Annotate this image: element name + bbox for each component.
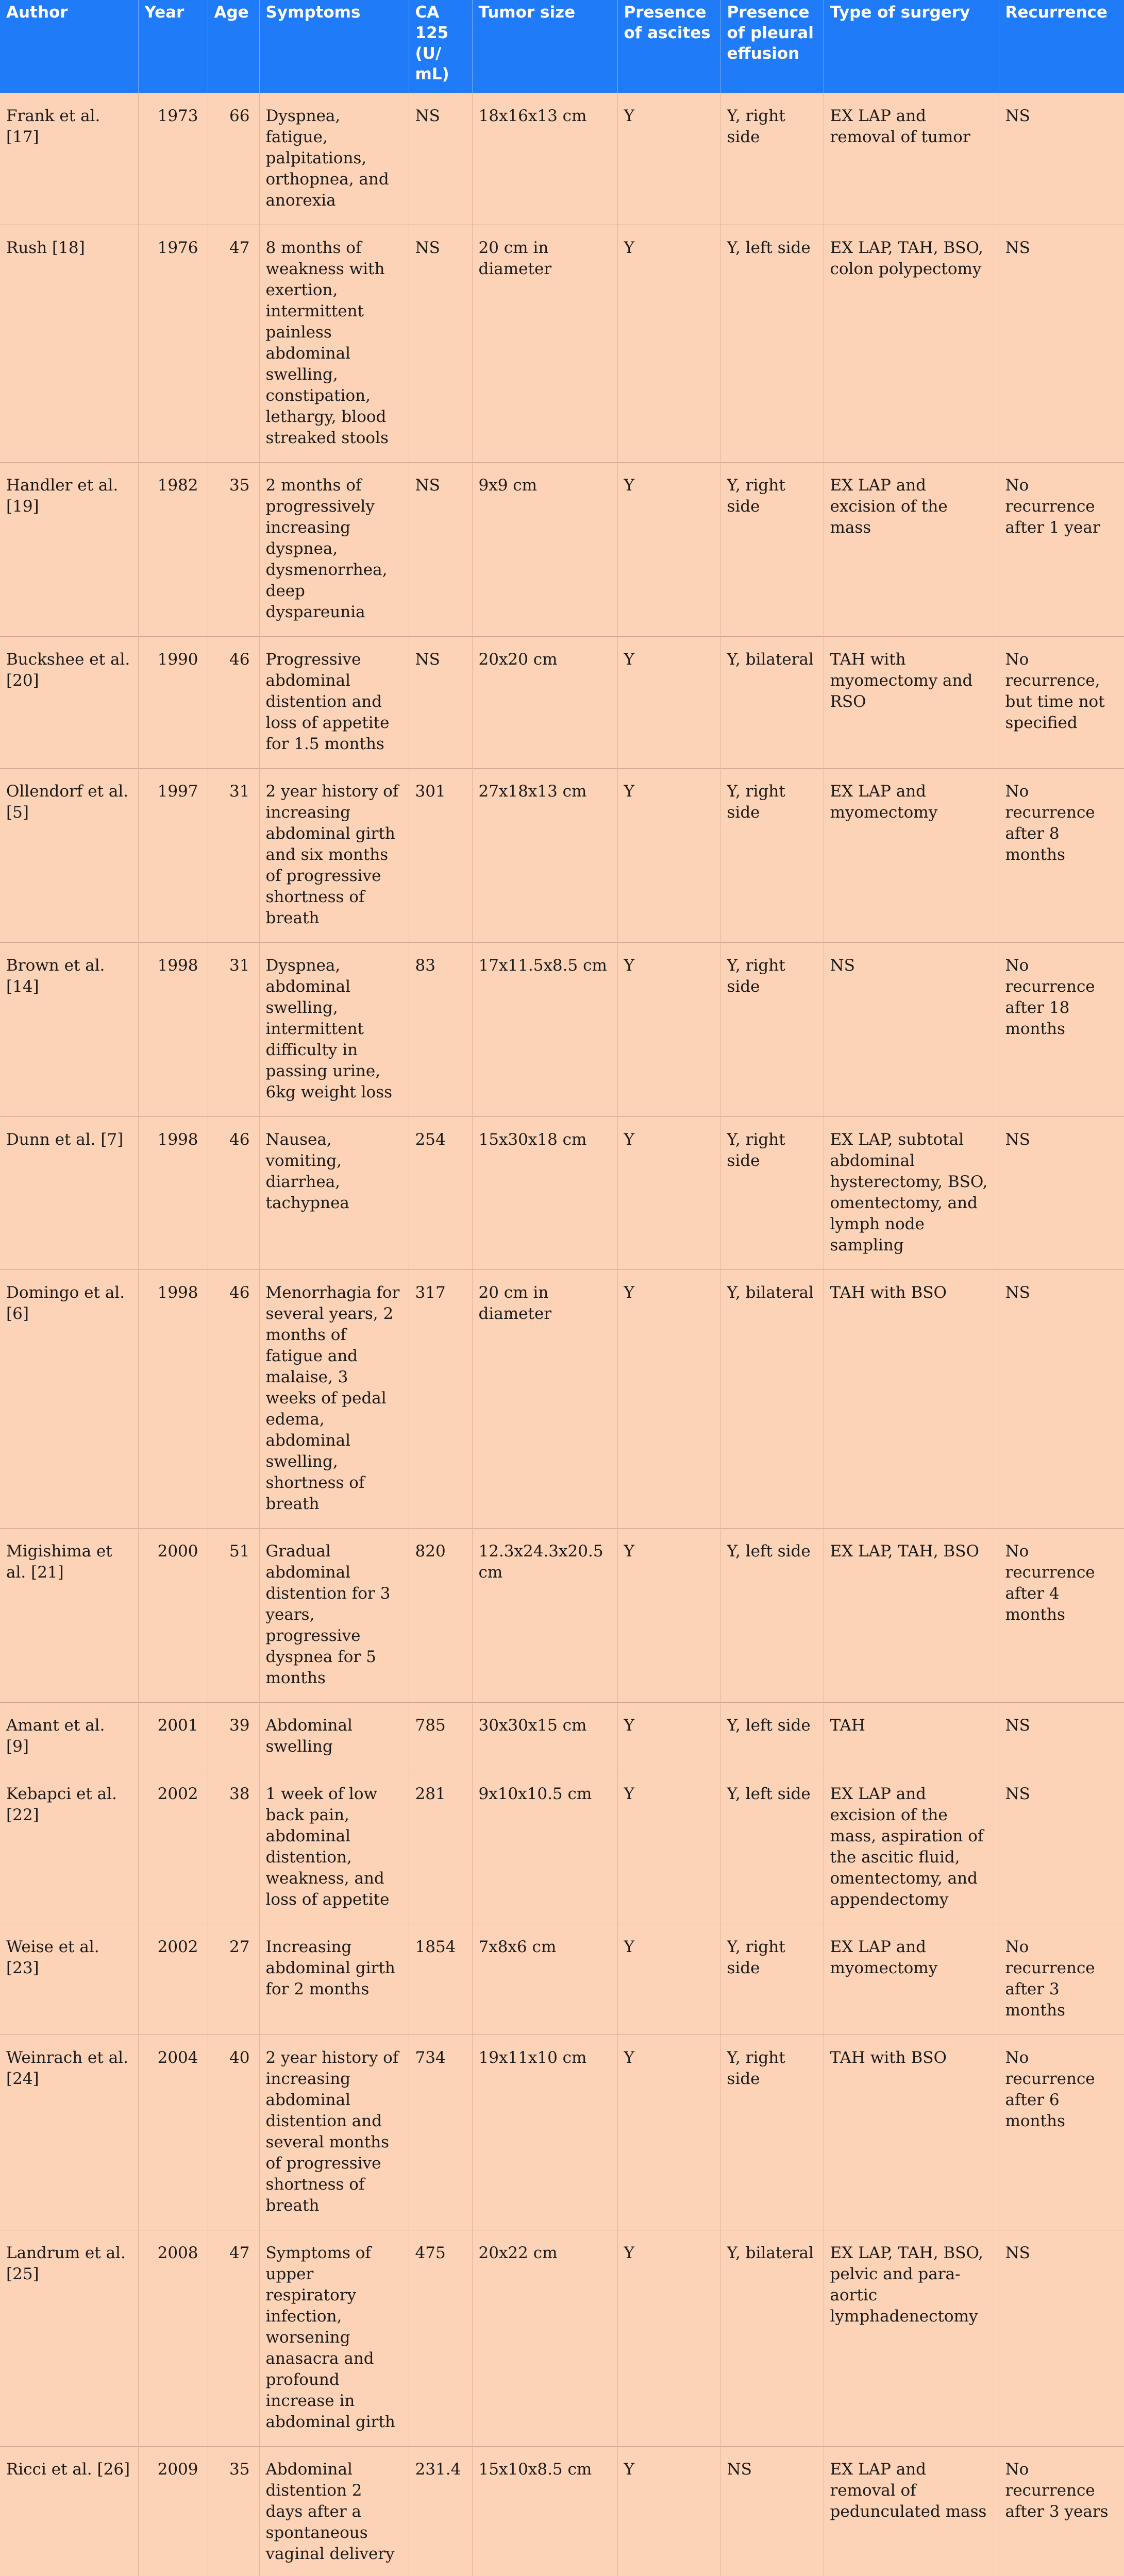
- cell-ca125: 785: [409, 1702, 472, 1771]
- cell-recurrence: NS: [999, 1116, 1124, 1269]
- cell-author: Domingo et al. [6]: [0, 1269, 138, 1528]
- cell-author: Buckshee et al. [20]: [0, 636, 138, 768]
- header-age: Age: [208, 0, 259, 93]
- table-row: [0, 93, 1124, 225]
- cell-symptoms: Gradual abdominal distention for 3 years, progressive dyspnea for 5 months: [259, 1528, 409, 1702]
- cell-pleural-effusion: Y, left side: [720, 1771, 824, 1924]
- cell-age: 38: [208, 1771, 259, 1924]
- cell-author: Ollendorf et al. [5]: [0, 768, 138, 942]
- cell-surgery: EX LAP and removal of pedunculated mass: [824, 2446, 999, 2576]
- cell-symptoms: 2 year history of increasing abdominal distention and several months of progressive shortness of breath: [259, 2035, 409, 2230]
- header-tumor-size: Tumor size: [472, 0, 617, 93]
- cell-ca125: 254: [409, 1116, 472, 1269]
- cell-ascites: Y: [617, 2446, 720, 2576]
- table-row: [0, 942, 1124, 1116]
- header-row: [0, 0, 1124, 93]
- table-row: [0, 1924, 1124, 2035]
- cell-recurrence: NS: [999, 1269, 1124, 1528]
- table-header: [0, 0, 1124, 93]
- cell-year: 2004: [138, 2035, 208, 2230]
- cell-age: 47: [208, 2230, 259, 2446]
- header-ascites: Presence of ascites: [617, 0, 720, 93]
- cell-year: 1976: [138, 225, 208, 462]
- table-row: [0, 462, 1124, 636]
- cell-recurrence: No recurrence after 3 years: [999, 2446, 1124, 2576]
- cell-symptoms: Progressive abdominal distention and loss of appetite for 1.5 months: [259, 636, 409, 768]
- cell-symptoms: Dyspnea, abdominal swelling, intermittent difficulty in passing urine, 6kg weight loss: [259, 942, 409, 1116]
- cell-pleural-effusion: Y, left side: [720, 1528, 824, 1702]
- cell-tumor-size: 30x30x15 cm: [472, 1702, 617, 1771]
- cell-pleural-effusion: Y, left side: [720, 225, 824, 462]
- cell-ca125: NS: [409, 93, 472, 225]
- cell-surgery: TAH with myomectomy and RSO: [824, 636, 999, 768]
- cell-pleural-effusion: Y, right side: [720, 1924, 824, 2035]
- cell-ca125: 83: [409, 942, 472, 1116]
- cell-pleural-effusion: Y, bilateral: [720, 1269, 824, 1528]
- cell-age: 31: [208, 942, 259, 1116]
- cell-symptoms: 2 months of progressively increasing dyspnea, dysmenorrhea, deep dyspareunia: [259, 462, 409, 636]
- cell-author: Amant et al. [9]: [0, 1702, 138, 1771]
- cell-recurrence: No recurrence after 4 months: [999, 1528, 1124, 1702]
- cell-age: 35: [208, 2446, 259, 2576]
- cell-surgery: EX LAP, TAH, BSO, pelvic and para-aortic lymphadenectomy: [824, 2230, 999, 2446]
- cell-author: Weise et al. [23]: [0, 1924, 138, 2035]
- cell-recurrence: NS: [999, 2230, 1124, 2446]
- cell-pleural-effusion: Y, bilateral: [720, 2230, 824, 2446]
- cell-surgery: TAH: [824, 1702, 999, 1771]
- cell-tumor-size: 9x9 cm: [472, 462, 617, 636]
- cell-symptoms: 8 months of weakness with exertion, intermittent painless abdominal swelling, constipation, lethargy, blood streaked stools: [259, 225, 409, 462]
- cell-tumor-size: 15x10x8.5 cm: [472, 2446, 617, 2576]
- cell-ca125: 231.4: [409, 2446, 472, 2576]
- cell-recurrence: NS: [999, 225, 1124, 462]
- cell-author: Landrum et al. [25]: [0, 2230, 138, 2446]
- cell-symptoms: Menorrhagia for several years, 2 months of fatigue and malaise, 3 weeks of pedal edema, abdominal swelling, shortness of breath: [259, 1269, 409, 1528]
- cell-pleural-effusion: Y, right side: [720, 768, 824, 942]
- cell-pleural-effusion: Y, right side: [720, 942, 824, 1116]
- cell-year: 1973: [138, 93, 208, 225]
- header-ca125: CA 125 (U/ mL): [409, 0, 472, 93]
- cell-surgery: EX LAP and excision of the mass: [824, 462, 999, 636]
- cell-symptoms: Symptoms of upper respiratory infection, worsening anasacra and profound increase in abdominal girth: [259, 2230, 409, 2446]
- cell-ascites: Y: [617, 1771, 720, 1924]
- cell-symptoms: Nausea, vomiting, diarrhea, tachypnea: [259, 1116, 409, 1269]
- cell-surgery: EX LAP, subtotal abdominal hysterectomy, BSO, omentectomy, and lymph node sampling: [824, 1116, 999, 1269]
- cell-year: 1982: [138, 462, 208, 636]
- cell-surgery: EX LAP and myomectomy: [824, 768, 999, 942]
- cell-tumor-size: 15x30x18 cm: [472, 1116, 617, 1269]
- cell-age: 66: [208, 93, 259, 225]
- cell-ascites: Y: [617, 942, 720, 1116]
- cell-recurrence: No recurrence after 6 months: [999, 2035, 1124, 2230]
- cell-recurrence: No recurrence after 3 months: [999, 1924, 1124, 2035]
- cell-ca125: 317: [409, 1269, 472, 1528]
- cell-surgery: EX LAP, TAH, BSO: [824, 1528, 999, 1702]
- cell-symptoms: 2 year history of increasing abdominal girth and six months of progressive shortness of breath: [259, 768, 409, 942]
- cell-ca125: NS: [409, 225, 472, 462]
- cell-ascites: Y: [617, 1528, 720, 1702]
- cell-ca125: 734: [409, 2035, 472, 2230]
- cell-tumor-size: 9x10x10.5 cm: [472, 1771, 617, 1924]
- cell-age: 31: [208, 768, 259, 942]
- cell-symptoms: 1 week of low back pain, abdominal distention, weakness, and loss of appetite: [259, 1771, 409, 1924]
- cell-year: 1990: [138, 636, 208, 768]
- cell-year: 1998: [138, 942, 208, 1116]
- cell-ca125: 475: [409, 2230, 472, 2446]
- cell-year: 2002: [138, 1924, 208, 2035]
- header-surgery: Type of surgery: [824, 0, 999, 93]
- cell-author: Frank et al. [17]: [0, 93, 138, 225]
- cell-ascites: Y: [617, 1116, 720, 1269]
- cell-author: Rush [18]: [0, 225, 138, 462]
- cell-surgery: TAH with BSO: [824, 1269, 999, 1528]
- cell-ca125: NS: [409, 462, 472, 636]
- cell-year: 1998: [138, 1116, 208, 1269]
- cell-ascites: Y: [617, 225, 720, 462]
- cell-pleural-effusion: Y, right side: [720, 93, 824, 225]
- cell-author: Weinrach et al. [24]: [0, 2035, 138, 2230]
- cell-pleural-effusion: Y, right side: [720, 462, 824, 636]
- cell-age: 51: [208, 1528, 259, 1702]
- cell-symptoms: Abdominal swelling: [259, 1702, 409, 1771]
- cell-age: 27: [208, 1924, 259, 2035]
- cell-surgery: EX LAP and myomectomy: [824, 1924, 999, 2035]
- cell-age: 35: [208, 462, 259, 636]
- header-pleural-effusion: Presence of pleural effusion: [720, 0, 824, 93]
- cell-year: 2001: [138, 1702, 208, 1771]
- cell-surgery: EX LAP, TAH, BSO, colon polypectomy: [824, 225, 999, 462]
- cell-author: Migishima et al. [21]: [0, 1528, 138, 1702]
- cell-author: Kebapci et al. [22]: [0, 1771, 138, 1924]
- cell-pleural-effusion: Y, right side: [720, 1116, 824, 1269]
- cell-recurrence: No recurrence after 8 months: [999, 768, 1124, 942]
- cell-recurrence: No recurrence after 1 year: [999, 462, 1124, 636]
- cell-author: Brown et al. [14]: [0, 942, 138, 1116]
- cell-ascites: Y: [617, 462, 720, 636]
- cell-recurrence: No recurrence, but time not specified: [999, 636, 1124, 768]
- cell-tumor-size: 20x22 cm: [472, 2230, 617, 2446]
- cell-symptoms: Increasing abdominal girth for 2 months: [259, 1924, 409, 2035]
- cell-ascites: Y: [617, 1702, 720, 1771]
- cell-author: Dunn et al. [7]: [0, 1116, 138, 1269]
- cell-tumor-size: 12.3x24.3x20.5 cm: [472, 1528, 617, 1702]
- table-row: [0, 1528, 1124, 1702]
- table-row: [0, 2230, 1124, 2446]
- cell-age: 39: [208, 1702, 259, 1771]
- cell-age: 46: [208, 636, 259, 768]
- cell-ascites: Y: [617, 636, 720, 768]
- cell-ca125: 281: [409, 1771, 472, 1924]
- cell-ascites: Y: [617, 1924, 720, 2035]
- cell-recurrence: NS: [999, 1771, 1124, 1924]
- cell-pleural-effusion: Y, left side: [720, 1702, 824, 1771]
- cell-age: 40: [208, 2035, 259, 2230]
- cell-pleural-effusion: Y, right side: [720, 2035, 824, 2230]
- cell-year: 1997: [138, 768, 208, 942]
- cell-recurrence: No recurrence after 18 months: [999, 942, 1124, 1116]
- header-author: Author: [0, 0, 138, 93]
- table-body: [0, 93, 1124, 2576]
- table-row: [0, 225, 1124, 462]
- table-row: [0, 1116, 1124, 1269]
- header-year: Year: [138, 0, 208, 93]
- cell-age: 46: [208, 1269, 259, 1528]
- table-row: [0, 1771, 1124, 1924]
- table-row: [0, 636, 1124, 768]
- cell-tumor-size: 7x8x6 cm: [472, 1924, 617, 2035]
- cell-year: 2002: [138, 1771, 208, 1924]
- cell-ca125: 301: [409, 768, 472, 942]
- cell-author: Handler et al. [19]: [0, 462, 138, 636]
- cell-tumor-size: 19x11x10 cm: [472, 2035, 617, 2230]
- cell-author: Ricci et al. [26]: [0, 2446, 138, 2576]
- cell-tumor-size: 20 cm in diameter: [472, 1269, 617, 1528]
- cell-recurrence: NS: [999, 93, 1124, 225]
- cell-tumor-size: 17x11.5x8.5 cm: [472, 942, 617, 1116]
- cell-year: 2000: [138, 1528, 208, 1702]
- cell-year: 2008: [138, 2230, 208, 2446]
- table-row: [0, 1269, 1124, 1528]
- cell-pleural-effusion: Y, bilateral: [720, 636, 824, 768]
- cell-ca125: 820: [409, 1528, 472, 1702]
- cell-pleural-effusion: NS: [720, 2446, 824, 2576]
- table-row: [0, 1702, 1124, 1771]
- cell-ascites: Y: [617, 2035, 720, 2230]
- cell-ascites: Y: [617, 93, 720, 225]
- cell-age: 47: [208, 225, 259, 462]
- cell-tumor-size: 20x20 cm: [472, 636, 617, 768]
- cell-ascites: Y: [617, 2230, 720, 2446]
- cell-surgery: NS: [824, 942, 999, 1116]
- cell-surgery: EX LAP and excision of the mass, aspiration of the ascitic fluid, omentectomy, and appendectomy: [824, 1771, 999, 1924]
- cell-year: 2009: [138, 2446, 208, 2576]
- cell-symptoms: Dyspnea, fatigue, palpitations, orthopnea, and anorexia: [259, 93, 409, 225]
- table-row: [0, 768, 1124, 942]
- cell-recurrence: NS: [999, 1702, 1124, 1771]
- cell-surgery: EX LAP and removal of tumor: [824, 93, 999, 225]
- cell-age: 46: [208, 1116, 259, 1269]
- cell-year: 1998: [138, 1269, 208, 1528]
- table-row: [0, 2446, 1124, 2576]
- cell-symptoms: Abdominal distention 2 days after a spontaneous vaginal delivery: [259, 2446, 409, 2576]
- cell-ca125: 1854: [409, 1924, 472, 2035]
- header-recurrence: Recurrence: [1005, 3, 1108, 22]
- cell-ascites: Y: [617, 768, 720, 942]
- cell-surgery: TAH with BSO: [824, 2035, 999, 2230]
- header-symptoms: Symptoms: [259, 0, 409, 93]
- cell-ascites: Y: [617, 1269, 720, 1528]
- cell-tumor-size: 27x18x13 cm: [472, 768, 617, 942]
- cell-tumor-size: 18x16x13 cm: [472, 93, 617, 225]
- table-row: [0, 2035, 1124, 2230]
- cell-tumor-size: 20 cm in diameter: [472, 225, 617, 462]
- cell-ca125: NS: [409, 636, 472, 768]
